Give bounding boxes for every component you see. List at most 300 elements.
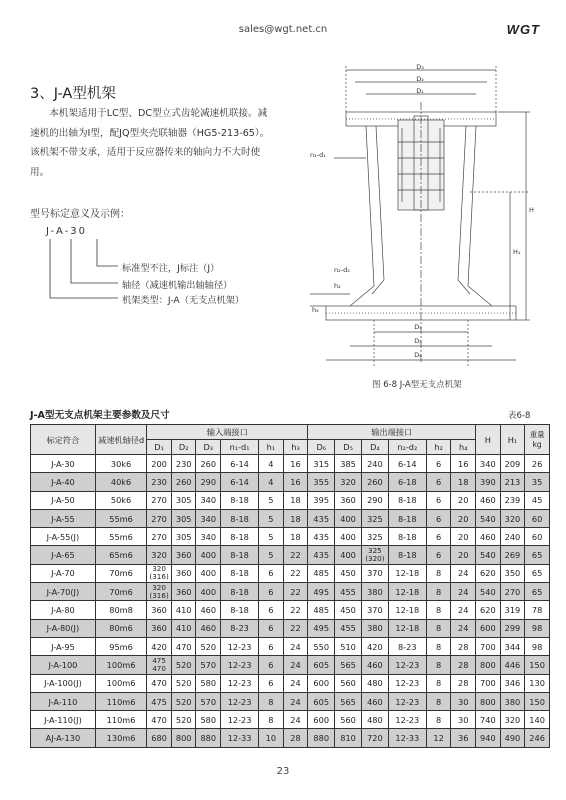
table-cell	[361, 546, 388, 564]
table-cell: 80m8	[95, 601, 146, 619]
table-title: J-A型无支点机架主要参数及尺寸	[30, 410, 170, 421]
table-row	[31, 528, 550, 546]
table-cell: 110m6	[95, 711, 146, 729]
table-row	[31, 711, 550, 729]
table-cell: 270	[147, 509, 172, 527]
table-cell: 485	[308, 564, 335, 582]
label-d5: D₅	[414, 337, 422, 345]
stacked-value-top: 320	[152, 564, 166, 574]
table-cell: 18	[283, 491, 308, 509]
table-cell: 400	[196, 546, 221, 564]
table-cell: 320	[500, 509, 525, 527]
table-cell: 24	[451, 619, 476, 637]
table-cell: J-A-80(J)	[31, 619, 96, 637]
table-cell: 8	[426, 656, 451, 674]
table-cell: 270	[147, 491, 172, 509]
table-cell: 605	[308, 692, 335, 710]
header-h4: h₄	[451, 440, 476, 455]
table-cell: 6-18	[388, 473, 426, 491]
table-row	[31, 455, 550, 473]
table-cell: 370	[361, 564, 388, 582]
table-cell: 130	[525, 674, 550, 692]
table-cell: J-A-95	[31, 637, 96, 655]
table-cell: 8-18	[221, 546, 259, 564]
table-cell: 5	[259, 528, 284, 546]
table-cell: 460	[476, 528, 501, 546]
table-cell: 5	[259, 509, 284, 527]
table-cell: 325	[361, 528, 388, 546]
specs-table-body	[31, 455, 550, 748]
stacked-value-top: 325	[368, 546, 382, 556]
table-row	[31, 546, 550, 564]
table-cell: 346	[500, 674, 525, 692]
table-cell: 22	[283, 619, 308, 637]
table-cell: 455	[335, 619, 362, 637]
table-cell: 12-23	[221, 656, 259, 674]
table-cell: 5	[259, 546, 284, 564]
figure-caption: 图 6-8 J-A型无支点机架	[372, 380, 462, 390]
table-cell: 540	[476, 509, 501, 527]
stacked-value-top: 320	[152, 582, 166, 592]
table-cell: J-A-80	[31, 601, 96, 619]
table-cell: 200	[147, 455, 172, 473]
table-cell: 28	[283, 729, 308, 747]
table-row	[31, 601, 550, 619]
table-row	[31, 656, 550, 674]
stacked-value-bottom: 470	[152, 663, 166, 673]
table-cell: 24	[283, 711, 308, 729]
table-cell: 380	[361, 583, 388, 601]
table-cell: 355	[308, 473, 335, 491]
table-cell: 319	[500, 601, 525, 619]
table-cell: J-A-30	[31, 455, 96, 473]
table-cell: 24	[451, 601, 476, 619]
table-cell: 6	[426, 528, 451, 546]
table-cell: 65	[525, 583, 550, 601]
header-h3: h₃	[283, 440, 308, 455]
table-cell: 55m6	[95, 528, 146, 546]
table-cell: 880	[196, 729, 221, 747]
table-cell	[147, 583, 172, 601]
table-cell: 100m6	[95, 674, 146, 692]
table-cell: 30	[451, 692, 476, 710]
label-n2d2: n₂-d₂	[334, 266, 350, 274]
table-cell: 6-14	[388, 455, 426, 473]
table-cell: 540	[476, 546, 501, 564]
table-cell: 24	[451, 564, 476, 582]
table-cell: 6	[259, 656, 284, 674]
table-cell: 8-18	[221, 564, 259, 582]
table-cell: 8-18	[388, 491, 426, 509]
table-cell: 565	[335, 692, 362, 710]
model-desc-3: 机架类型：J-A（无支点机架）	[122, 295, 245, 306]
table-cell: 20	[451, 546, 476, 564]
table-cell: 470	[147, 674, 172, 692]
table-cell: 435	[308, 509, 335, 527]
table-cell: 26	[525, 455, 550, 473]
table-cell: 60	[525, 528, 550, 546]
table-cell: 460	[361, 692, 388, 710]
table-cell: 12-23	[388, 711, 426, 729]
table-cell: 435	[308, 546, 335, 564]
table-cell: 45	[525, 491, 550, 509]
table-cell: 70m6	[95, 583, 146, 601]
table-cell: 305	[171, 509, 196, 527]
header-output: 输出端接口	[308, 425, 476, 440]
table-cell: 140	[525, 711, 550, 729]
table-cell: 460	[476, 491, 501, 509]
table-cell: 6	[426, 546, 451, 564]
table-cell: 12-23	[221, 692, 259, 710]
table-cell: 8-23	[221, 619, 259, 637]
table-cell: 12-18	[388, 583, 426, 601]
table-cell: 520	[171, 656, 196, 674]
table-cell: 470	[171, 637, 196, 655]
table-cell: 450	[335, 601, 362, 619]
table-row	[31, 692, 550, 710]
table-cell: 360	[171, 583, 196, 601]
table-cell: 520	[196, 637, 221, 655]
table-cell: 305	[171, 491, 196, 509]
table-cell: 410	[171, 601, 196, 619]
table-cell: 360	[147, 619, 172, 637]
table-cell: 580	[196, 674, 221, 692]
table-cell: 360	[171, 546, 196, 564]
table-row	[31, 509, 550, 527]
header-code: 标定符合	[31, 425, 96, 455]
label-h4: h₄	[312, 306, 319, 314]
table-cell: 22	[283, 564, 308, 582]
table-cell: 344	[500, 637, 525, 655]
table-cell: 620	[476, 564, 501, 582]
table-cell: 24	[283, 674, 308, 692]
header-d3: D₃	[196, 440, 221, 455]
table-cell: 940	[476, 729, 501, 747]
table-cell: 80m6	[95, 619, 146, 637]
table-cell: 150	[525, 656, 550, 674]
table-cell: 30k6	[95, 455, 146, 473]
table-cell: 24	[451, 583, 476, 601]
wgt-logo: WGT	[506, 22, 540, 37]
table-cell: 6	[426, 455, 451, 473]
stacked-value-bottom: (316)	[149, 590, 169, 600]
header-h1: H₁	[500, 425, 525, 455]
table-cell: 22	[283, 546, 308, 564]
table-cell: 320	[335, 473, 362, 491]
header-d4: D₄	[361, 440, 388, 455]
header-shaft: 减速机轴径d	[95, 425, 146, 455]
stacked-value	[365, 547, 384, 563]
table-cell: 8	[426, 637, 451, 655]
table-cell: 78	[525, 601, 550, 619]
table-cell: 8	[426, 601, 451, 619]
table-cell: 340	[196, 491, 221, 509]
table-cell: 24	[283, 656, 308, 674]
table-cell: 8	[426, 619, 451, 637]
table-cell: 680	[147, 729, 172, 747]
table-cell: 360	[171, 564, 196, 582]
table-cell: 390	[476, 473, 501, 491]
table-cell: 510	[335, 637, 362, 655]
table-cell: 550	[308, 637, 335, 655]
table-cell: 8-18	[221, 528, 259, 546]
table-cell: 24	[283, 637, 308, 655]
header-h1-in: h₁	[259, 440, 284, 455]
table-cell: 28	[451, 674, 476, 692]
table-cell: 260	[196, 455, 221, 473]
table-cell: 340	[476, 455, 501, 473]
table-cell: 720	[361, 729, 388, 747]
table-cell: 213	[500, 473, 525, 491]
table-cell: 290	[196, 473, 221, 491]
table-cell: 520	[171, 711, 196, 729]
table-cell: 12	[426, 729, 451, 747]
specs-table	[30, 424, 550, 748]
table-cell: 740	[476, 711, 501, 729]
table-cell: 340	[196, 528, 221, 546]
table-cell: 8	[259, 711, 284, 729]
table-cell: 12-23	[388, 674, 426, 692]
table-cell: 315	[308, 455, 335, 473]
table-cell: 24	[283, 692, 308, 710]
header-weight: 重量kg	[525, 425, 550, 455]
table-cell: 22	[283, 601, 308, 619]
table-cell: J-A-100(J)	[31, 674, 96, 692]
table-cell: 6	[259, 601, 284, 619]
table-cell: 28	[451, 637, 476, 655]
table-cell: 290	[361, 491, 388, 509]
table-cell: 299	[500, 619, 525, 637]
model-desc-1: 标准型不注，J标注（J）	[122, 263, 220, 274]
table-cell: 4	[259, 473, 284, 491]
table-cell: 480	[361, 711, 388, 729]
table-cell: 420	[147, 637, 172, 655]
section-title: 3、J-A型机架	[30, 86, 116, 102]
table-cell: 700	[476, 637, 501, 655]
table-cell: 28	[451, 656, 476, 674]
table-cell: 700	[476, 674, 501, 692]
table-cell: 8-18	[221, 583, 259, 601]
table-cell: 12-18	[388, 619, 426, 637]
table-cell: 350	[500, 564, 525, 582]
table-cell: 800	[171, 729, 196, 747]
table-row	[31, 564, 550, 582]
table-cell: 100m6	[95, 656, 146, 674]
table-cell: 560	[335, 711, 362, 729]
table-cell: 810	[335, 729, 362, 747]
table-cell: 490	[500, 729, 525, 747]
table-cell: 395	[308, 491, 335, 509]
stacked-value-top: 475	[152, 655, 166, 665]
label-d3: D₃	[416, 63, 424, 71]
header-h2: h₂	[426, 440, 451, 455]
table-cell: 260	[171, 473, 196, 491]
label-h2: h₂	[334, 282, 341, 290]
table-cell: 400	[335, 546, 362, 564]
table-cell: 540	[476, 583, 501, 601]
table-cell: 98	[525, 619, 550, 637]
table-cell: 260	[361, 473, 388, 491]
table-row	[31, 583, 550, 601]
label-d2: D₂	[416, 75, 424, 83]
table-cell: 8	[426, 711, 451, 729]
table-cell: 480	[361, 674, 388, 692]
table-cell: 6	[259, 637, 284, 655]
table-cell: 475	[147, 692, 172, 710]
table-cell: 340	[196, 509, 221, 527]
table-cell: 270	[147, 528, 172, 546]
header-d1: D₁	[147, 440, 172, 455]
table-cell: 12-18	[388, 564, 426, 582]
table-row	[31, 674, 550, 692]
stacked-value	[152, 657, 166, 673]
table-cell: 18	[283, 509, 308, 527]
table-cell: 12-23	[221, 711, 259, 729]
table-row	[31, 729, 550, 747]
table-cell: 450	[335, 564, 362, 582]
table-cell: 435	[308, 528, 335, 546]
table-cell: 360	[335, 491, 362, 509]
table-cell: 560	[335, 674, 362, 692]
stacked-value	[149, 584, 168, 600]
table-cell: 6	[259, 564, 284, 582]
model-title: 型号标定意义及示例：	[30, 209, 130, 220]
table-cell: 6	[259, 583, 284, 601]
table-cell: J-A-55(J)	[31, 528, 96, 546]
table-cell: 485	[308, 601, 335, 619]
table-cell: 520	[171, 692, 196, 710]
table-cell: J-A-110(J)	[31, 711, 96, 729]
table-cell: 380	[361, 619, 388, 637]
label-d1: D₁	[416, 87, 424, 95]
table-cell: 16	[283, 455, 308, 473]
table-cell: 420	[361, 637, 388, 655]
table-cell: 55m6	[95, 509, 146, 527]
table-cell: 410	[171, 619, 196, 637]
table-cell: 65m6	[95, 546, 146, 564]
table-cell: 20	[451, 491, 476, 509]
table-cell: 12-23	[388, 692, 426, 710]
table-cell: 270	[500, 583, 525, 601]
page-number: 23	[276, 766, 290, 777]
stacked-value	[149, 565, 168, 581]
table-cell: 800	[476, 692, 501, 710]
table-cell: J-A-65	[31, 546, 96, 564]
table-cell: 60	[525, 509, 550, 527]
table-cell: 460	[196, 601, 221, 619]
table-cell: 239	[500, 491, 525, 509]
table-cell: 320	[500, 711, 525, 729]
label-d6: D₆	[414, 351, 422, 359]
table-cell: 8-18	[221, 491, 259, 509]
table-cell: 460	[196, 619, 221, 637]
table-cell: J-A-40	[31, 473, 96, 491]
table-cell: J-A-70(J)	[31, 583, 96, 601]
table-cell: 269	[500, 546, 525, 564]
table-cell: AJ-A-130	[31, 729, 96, 747]
table-cell: 20	[451, 528, 476, 546]
table-cell: 8	[259, 692, 284, 710]
table-cell: 370	[361, 601, 388, 619]
table-row	[31, 637, 550, 655]
table-cell: 98	[525, 637, 550, 655]
table-cell: 209	[500, 455, 525, 473]
table-cell: 36	[451, 729, 476, 747]
header-email: sales@wgt.net.cn	[238, 24, 328, 35]
table-cell: J-A-55	[31, 509, 96, 527]
table-cell	[147, 656, 172, 674]
table-cell: 565	[335, 656, 362, 674]
model-desc-2: 轴径（减速机输出轴轴径）	[122, 280, 233, 291]
table-cell: 16	[451, 455, 476, 473]
table-cell: 8-18	[388, 546, 426, 564]
stacked-value-bottom: (320)	[365, 554, 385, 564]
table-cell: 400	[196, 564, 221, 582]
table-cell: 70m6	[95, 564, 146, 582]
table-cell: J-A-100	[31, 656, 96, 674]
table-cell: 6-14	[221, 473, 259, 491]
table-cell: 570	[196, 656, 221, 674]
table-cell: 6	[259, 619, 284, 637]
table-cell: 880	[308, 729, 335, 747]
table-row	[31, 619, 550, 637]
table-cell: 520	[171, 674, 196, 692]
table-cell: 495	[308, 619, 335, 637]
label-h1: H₁	[513, 248, 521, 256]
table-cell: 65	[525, 564, 550, 582]
table-cell: 455	[335, 583, 362, 601]
table-cell: 240	[361, 455, 388, 473]
table-cell: 6-14	[221, 455, 259, 473]
label-d4: D₄	[414, 323, 422, 331]
header-n1d1: n₁-d₁	[221, 440, 259, 455]
table-cell: 150	[525, 692, 550, 710]
table-cell: 12-23	[221, 637, 259, 655]
header-n2d2: n₂-d₂	[388, 440, 426, 455]
header-d5: D₅	[335, 440, 362, 455]
table-cell: 12-33	[221, 729, 259, 747]
header-h: H	[476, 425, 501, 455]
header-d2: D₂	[171, 440, 196, 455]
table-cell: 446	[500, 656, 525, 674]
table-cell: 110m6	[95, 692, 146, 710]
table-cell: 470	[147, 711, 172, 729]
table-cell: 6	[259, 674, 284, 692]
table-cell: J-A-70	[31, 564, 96, 582]
table-cell: 95m6	[95, 637, 146, 655]
table-cell: 600	[476, 619, 501, 637]
table-cell: 305	[171, 528, 196, 546]
table-cell: 460	[361, 656, 388, 674]
table-cell: 240	[500, 528, 525, 546]
stacked-value-bottom: (316)	[149, 572, 169, 582]
table-cell: 5	[259, 491, 284, 509]
table-cell: 12-23	[221, 674, 259, 692]
table-cell: 325	[361, 509, 388, 527]
table-cell: 320	[147, 546, 172, 564]
table-cell: J-A-110	[31, 692, 96, 710]
model-code: J-A-30	[46, 226, 87, 237]
table-cell: 246	[525, 729, 550, 747]
table-cell: 230	[171, 455, 196, 473]
table-cell: 12-18	[388, 601, 426, 619]
table-cell: 400	[335, 509, 362, 527]
section-intro: 本机架适用于LC型、DC型立式齿轮减速机联接。减速机的出轴为I型，配JQ型夹壳联轴器（HG5-213-65）。该机架不带支承，适用于反应器传来的轴向力不大时使用。	[30, 108, 270, 178]
table-cell: 18	[451, 473, 476, 491]
header-input: 输入端接口	[147, 425, 308, 440]
label-h: H	[529, 206, 534, 214]
table-cell: 6	[426, 491, 451, 509]
